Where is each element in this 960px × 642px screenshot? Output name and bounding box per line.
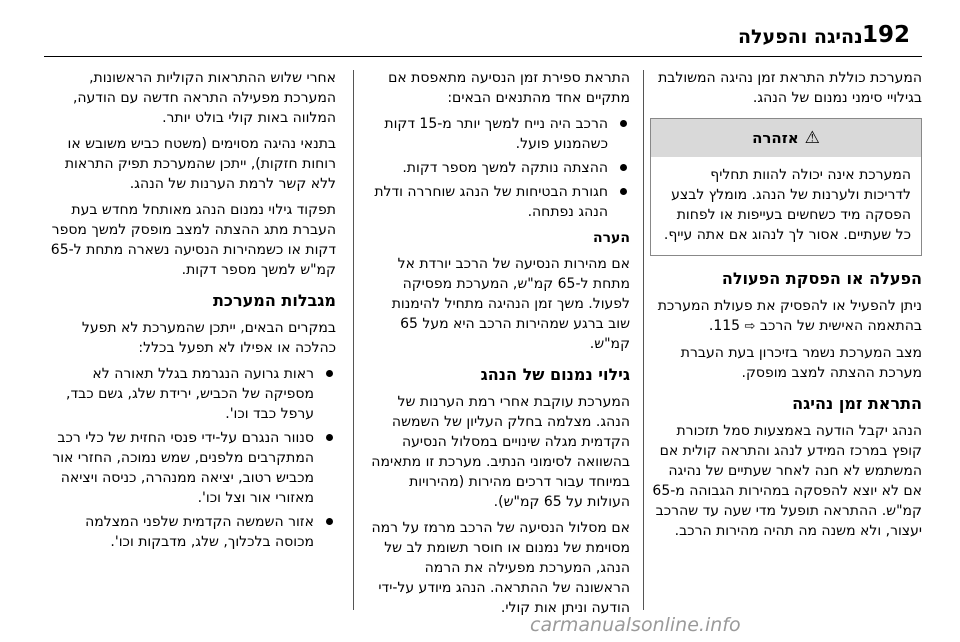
list-item: הרכב היה נייח למשך יותר מ-15 דקות כשהמנוע פועל. xyxy=(366,114,630,154)
list-item: אזור השמשה הקדמית שלפני המצלמה מכוסה בלכלוך, שלג, מדבקות וכו'. xyxy=(44,512,336,552)
memory-text: מצב המערכת נשמר בזיכרון בעת העברת מערכת ההצתה למצב מופסק. xyxy=(680,345,922,381)
column-divider-right xyxy=(643,70,644,610)
reinit-text: תפקוד גילוי נמנום הנהג מאותחל מחדש בעת העברת מתג ההצתה למצב מופסק למשך מספר דקות או כשמהירות הנסיעה נשארה מתחת ל-65 קמ"ש למשך מספר דקות. xyxy=(50,202,336,278)
warning-box xyxy=(650,118,922,256)
drowsiness-text-2: אם מסלול הנסיעה של הרכב מרמז על רמה מסוימת של נמנום או חוסר תשומת לב של הנהג, המערכת מפעילה את הרמה הראשונה של ההתראה. הנהג מיודע על-ידי הודעה וניתן אות קולי. xyxy=(371,520,630,616)
watermark: carmanualsonline.info xyxy=(530,614,741,636)
limitations-list xyxy=(44,364,336,552)
column-left xyxy=(44,68,336,558)
warning-body: המערכת אינה יכולה להוות תחליף לדריכות ולערנות של הנהג. מומלץ לבצע הפסקה מיד כשחשים בעייפות או לפחות כל שעתיים. אסור לך לנהוג אם אתה עייף. xyxy=(663,167,911,243)
limitations-intro: במקרים הבאים, ייתכן שהמערכת לא תפעל כהלכה או אפילו לא תפעל בכלל: xyxy=(81,320,336,356)
warning-header xyxy=(651,119,921,157)
page-reference-icon: ⇨ xyxy=(744,319,756,334)
warning-triangle-icon: ⚠ xyxy=(804,128,820,148)
page-reference[interactable]: 115 xyxy=(713,318,741,334)
activation-text-main: ניתן להפעיל או להפסיק את פעולת המערכת בהתאמה האישית של הרכב xyxy=(657,298,922,334)
activation-text: ניתן להפעיל או להפסיק את פעולת המערכת בהתאמה האישית של הרכב ⇨ 115. xyxy=(657,298,922,334)
drowsiness-text-1: המערכת עוקבת אחרי רמת הערנות של הנהג. מצלמה בחלק העליון של השמשה הקדמית מגלה שינויים במסלול הנסיעה בהשוואה לסימוני הנתיב. מערכת זו מתאימה במיוחד עבור דרכים מהירות (מהירויות העולות על 65 קמ"ש). xyxy=(371,394,630,510)
column-divider-left xyxy=(353,70,354,610)
section-title-limitations: מגבלות המערכת xyxy=(212,291,336,310)
conditions-text: בתנאי נהיגה מסוימים (משטח כביש משובש או רוחות חזקות), ייתכן שהמערכת תפיק התראות ללא קשר לרמת הערנות של הנהג. xyxy=(64,136,336,192)
intro-text: המערכת כוללת התראת זמן נהיגה המשולבת בגילויי סימני נמנום של הנהג. xyxy=(658,70,922,106)
page-number: 192 xyxy=(862,22,911,48)
driving-time-text: הנהג יקבל הודעה באמצעות סמל תזכורת קופץ במרכז המידע לנהג והתראה קולית אם המשתמש לא חנה לאחר שעתיים של נהיגה אם לא יוצא להפסקה במהירות הגבוהה מ-65 קמ"ש. ההתראה תופעל מדי שעה עד שהרכב יעצור, ולא משנה מה תהיה מהירות הרכב. xyxy=(652,423,922,539)
warning-label: אזהרה xyxy=(752,129,799,147)
list-item: חגורת הבטיחות של הנהג שוחררה ודלת הנהג נפתחה. xyxy=(366,182,630,222)
list-item: ההצתה נותקה למשך מספר דקות. xyxy=(366,158,630,178)
list-item: ראות גרועה הנגרמת בגלל תאורה לא מספיקה של הכביש, ירידת שלג, גשם כבד, ערפל כבד וכו'. xyxy=(44,364,336,424)
note-title: הערה xyxy=(593,230,630,246)
note-text: אם מהירות הנסיעה של הרכב יורדת אל מתחת ל-65 קמ"ש, המערכת מפסיקה לפעול. משך זמן הנהיגה מתחיל להימנות שוב ברגע שמהירות הרכב היא מעל 65 קמ"ש. xyxy=(391,256,630,352)
section-title-driving-time: התראת זמן נהיגה xyxy=(792,394,922,413)
chapter-title: נהיגה והפעלה xyxy=(738,26,863,48)
column-right xyxy=(650,68,922,547)
page-header xyxy=(0,0,960,58)
reset-conditions-list xyxy=(366,114,630,222)
header-divider xyxy=(44,56,922,57)
alert-escalation-text: אחרי שלוש ההתראות הקוליות הראשונות, המערכת מפעילה התראה חדשה עם הודעה, המלווה באות קולי בולט יותר. xyxy=(72,70,336,126)
list-item: סנוור הנגרם על-ידי פנסי החזית של כלי רכב המתקרבים מלפנים, שמש נמוכה, החזרי אור מכביש רטוב, יציאה ממנהרה, כניסה ויציאה מאזורי אור וצל וכו'. xyxy=(44,428,336,508)
reset-intro: התראת ספירת זמן הנסיעה מתאפסת אם מתקיים אחד מהתנאים הבאים: xyxy=(388,70,630,106)
section-title-drowsiness: גילוי נמנום של הנהג xyxy=(480,365,630,384)
column-middle xyxy=(366,68,630,624)
section-title-activation: הפעלה או הפסקת הפעולה xyxy=(721,269,922,288)
